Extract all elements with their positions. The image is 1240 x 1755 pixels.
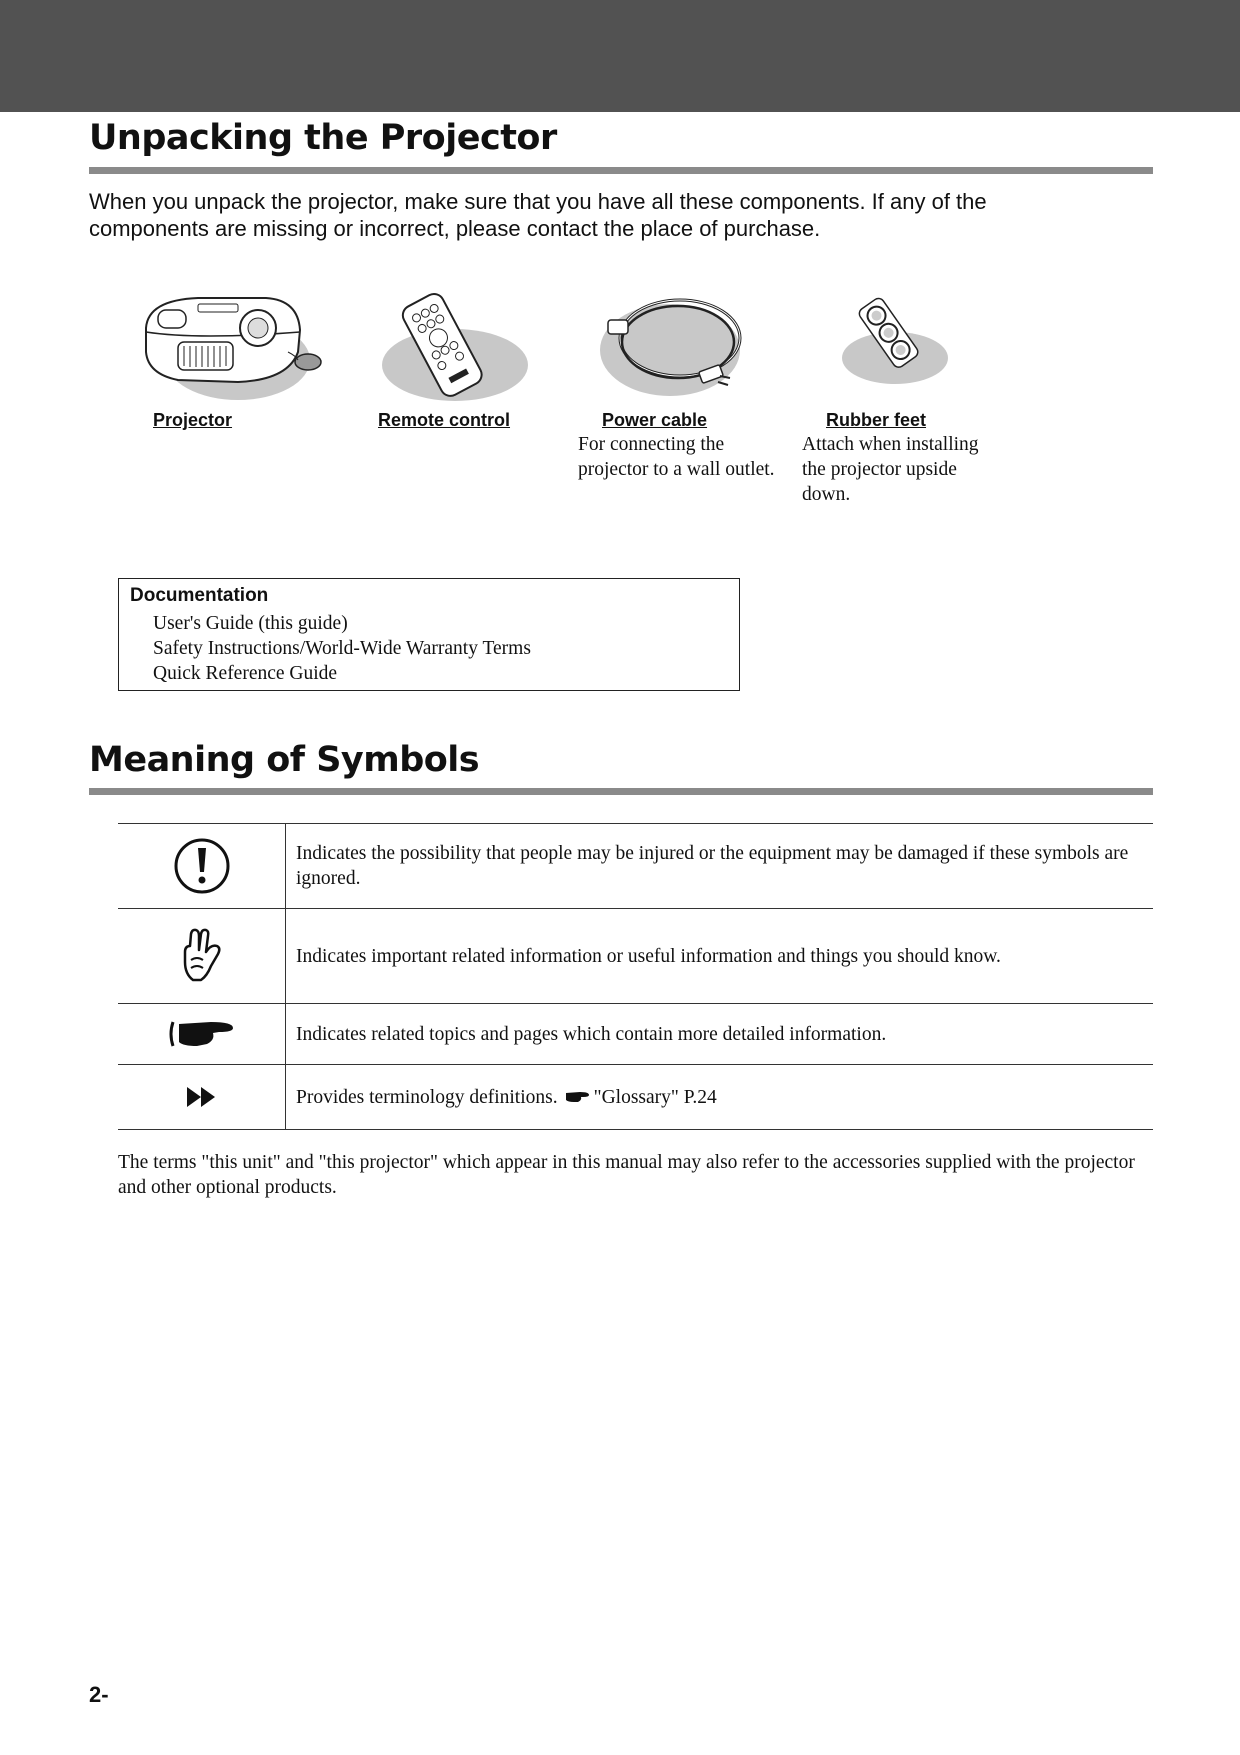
pointing-hand-icon (167, 1016, 237, 1052)
table-row (118, 1064, 1153, 1130)
component-power-cable (578, 290, 800, 480)
symbol-description: Indicates the possibility that people may be injured or the equipment may be damaged if these symbols are ignored. (296, 843, 1129, 889)
pointing-hand-icon (564, 1090, 590, 1104)
projector-illustration (138, 290, 338, 405)
symbols-section-title: Meaning of Symbols (89, 740, 480, 780)
symbol-description: Indicates related topics and pages which contain more detailed information. (296, 1023, 887, 1045)
documentation-box (118, 578, 740, 691)
rubber-feet-illustration (840, 290, 960, 405)
table-row (118, 1003, 1153, 1064)
footnote-text: The terms "this unit" and "this projector" which appear in this manual may also refer to the accessories supplied with the projector and other optional products. (118, 1152, 1135, 1198)
power-cable-illustration (600, 290, 770, 405)
symbol-description: Indicates important related information or useful information and things you should know. (296, 945, 1001, 967)
symbols-table (118, 823, 1153, 1130)
list-item: User's Guide (this guide) (153, 613, 348, 634)
intro-text: When you unpack the projector, make sure that you have all these components. If any of the components are missing or incorrect, please contact the place of purchase. (89, 189, 987, 241)
documentation-title: Documentation (130, 585, 269, 606)
component-label: Remote control (378, 410, 511, 430)
component-remote-control (378, 290, 580, 430)
symbol-cell (118, 1065, 286, 1129)
symbol-cell (118, 824, 286, 908)
double-arrow-icon (185, 1085, 219, 1109)
remote-control-illustration (380, 290, 540, 405)
component-projector (138, 290, 338, 430)
title-rule (89, 167, 1153, 174)
page-number: 2- (89, 1682, 109, 1707)
symbol-cell (118, 1004, 286, 1064)
component-label: Power cable (602, 410, 708, 430)
component-description: Attach when installing the projector upside down. (802, 434, 979, 505)
symbols-title-rule (89, 788, 1153, 795)
component-label: Rubber feet (826, 410, 927, 430)
component-rubber-feet (802, 290, 1040, 505)
hand-tip-icon (177, 926, 227, 986)
list-item: Quick Reference Guide (153, 663, 338, 684)
list-item: Safety Instructions/World-Wide Warranty Terms (153, 638, 531, 659)
caution-icon (172, 836, 232, 896)
symbol-description (286, 1065, 1153, 1129)
table-row (118, 823, 1153, 908)
table-row (118, 908, 1153, 1003)
glossary-link[interactable]: "Glossary" P.24 (593, 1086, 717, 1108)
component-description: For connecting the projector to a wall outlet. (578, 434, 775, 480)
symbol-cell (118, 909, 286, 1003)
glossary-text: Provides terminology definitions. (296, 1086, 558, 1108)
page-title: Unpacking the Projector (89, 118, 557, 158)
header-band (0, 0, 1240, 112)
documentation-list (153, 611, 531, 686)
component-label: Projector (153, 410, 233, 430)
